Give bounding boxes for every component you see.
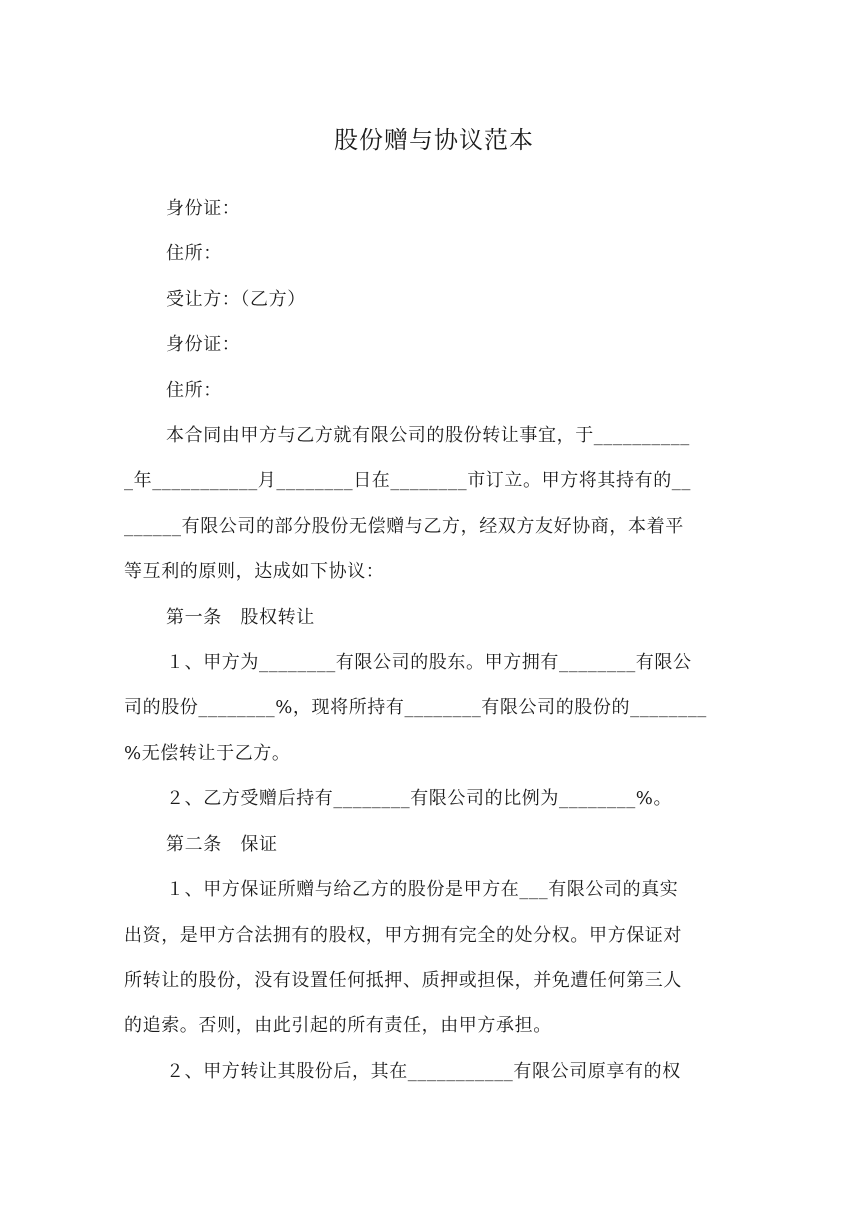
article-2-clause-1-line-3: 所转让的股份，没有设置任何抵押、质押或担保，并免遭任何第三人 bbox=[124, 969, 682, 991]
article-2-clause-2-line-1: ２、甲方转让其股份后，其在___________有限公司原享有的权 bbox=[166, 1060, 681, 1082]
article-1-clause-2: ２、乙方受赠后持有________有限公司的比例为________%。 bbox=[166, 788, 673, 810]
article-2-clause-1-line-1: １、甲方保证所赠与给乙方的股份是甲方在___有限公司的真实 bbox=[166, 879, 679, 901]
article-1-clause-1-line-1: １、甲方为________有限公司的股东。甲方拥有________有限公 bbox=[166, 652, 692, 674]
article-1-clause-1-line-3: %无偿转让于乙方。 bbox=[124, 742, 291, 764]
document-body bbox=[124, 186, 744, 1094]
line-address-2: 住所： bbox=[166, 379, 222, 401]
article-2-clause-1-line-2: 出资，是甲方合法拥有的股权，甲方拥有完全的处分权。甲方保证对 bbox=[124, 924, 682, 946]
article-1-heading: 第一条 股权转让 bbox=[166, 606, 315, 628]
intro-line-1: 本合同由甲方与乙方就有限公司的股份转让事宜，于__________ bbox=[166, 425, 690, 447]
document-title: 股份赠与协议范本 bbox=[334, 126, 534, 154]
line-id-card-2: 身份证： bbox=[166, 334, 241, 356]
article-2-heading: 第二条 保证 bbox=[166, 833, 278, 855]
intro-line-2: _年___________月________日在________市订立。甲方将其持有的__ bbox=[124, 470, 691, 492]
line-id-card-1: 身份证： bbox=[166, 198, 241, 219]
article-2-clause-1-line-4: 的追索。否则，由此引起的所有责任，由甲方承担。 bbox=[124, 1015, 552, 1037]
intro-line-3: ______有限公司的部分股份无偿赠与乙方，经双方友好协商，本着平 bbox=[124, 515, 684, 537]
line-transferee: 受让方：（乙方） bbox=[166, 288, 306, 310]
article-1-clause-1-line-2: 司的股份________%，现将所持有________有限公司的股份的________ bbox=[124, 697, 707, 719]
intro-line-4: 等互利的原则，达成如下协议： bbox=[124, 561, 385, 583]
line-address-1: 住所： bbox=[166, 243, 222, 265]
